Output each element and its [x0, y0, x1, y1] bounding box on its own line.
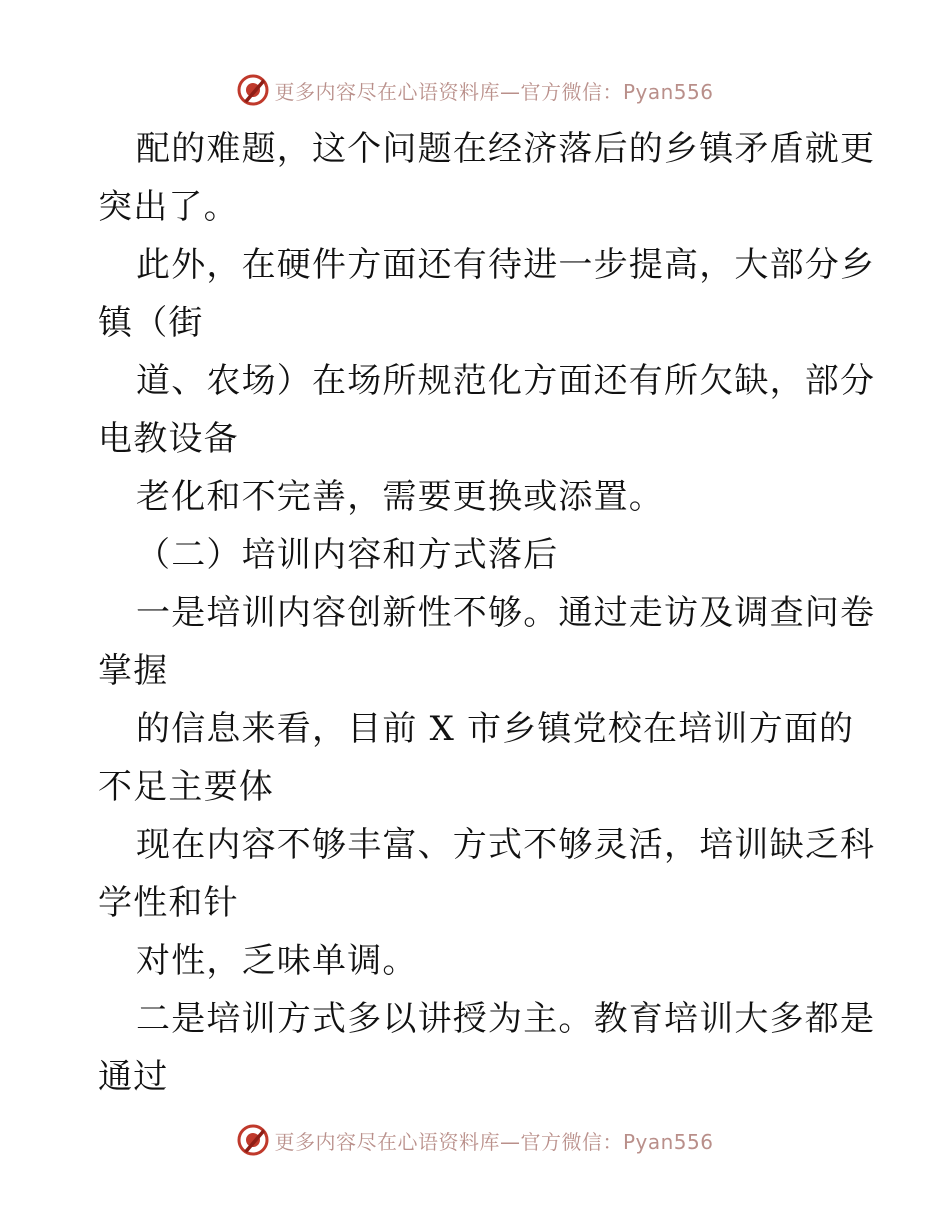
text-line: 突出了。 [98, 187, 239, 227]
footer-watermark [0, 1120, 950, 1160]
text-line: 掌握 [98, 651, 169, 691]
document-body [98, 120, 876, 1106]
watermark-text: 更多内容尽在心语资料库—官方微信：Pyan556 [274, 1129, 714, 1154]
text-line: 镇（街 [98, 303, 204, 343]
text-line: 不足主要体 [98, 767, 274, 807]
header-watermark [0, 70, 950, 110]
text-line: 对性，乏味单调。 [136, 941, 418, 981]
text-line: 配的难题，这个问题在经济落后的乡镇矛盾就更 [136, 129, 876, 169]
text-line: 学性和针 [98, 883, 239, 923]
text-line: 现在内容不够丰富、方式不够灵活，培训缺乏科 [136, 825, 876, 865]
quill-logo-icon [236, 73, 270, 107]
section-heading: （二）培训内容和方式落后 [136, 535, 559, 575]
text-line: 此外，在硬件方面还有待进一步提高，大部分乡 [136, 245, 876, 285]
text-line: 电教设备 [98, 419, 239, 459]
text-line: 老化和不完善，需要更换或添置。 [136, 477, 664, 517]
text-line: 道、农场）在场所规范化方面还有所欠缺，部分 [136, 361, 876, 401]
watermark-text: 更多内容尽在心语资料库—官方微信：Pyan556 [274, 79, 714, 104]
text-line: 通过 [98, 1057, 169, 1097]
text-line: 二是培训方式多以讲授为主。教育培训大多都是 [136, 999, 876, 1039]
text-line: 的信息来看，目前 X 市乡镇党校在培训方面的 [136, 709, 855, 749]
text-line: 一是培训内容创新性不够。通过走访及调查问卷 [136, 593, 876, 633]
quill-logo-icon [236, 1123, 270, 1157]
